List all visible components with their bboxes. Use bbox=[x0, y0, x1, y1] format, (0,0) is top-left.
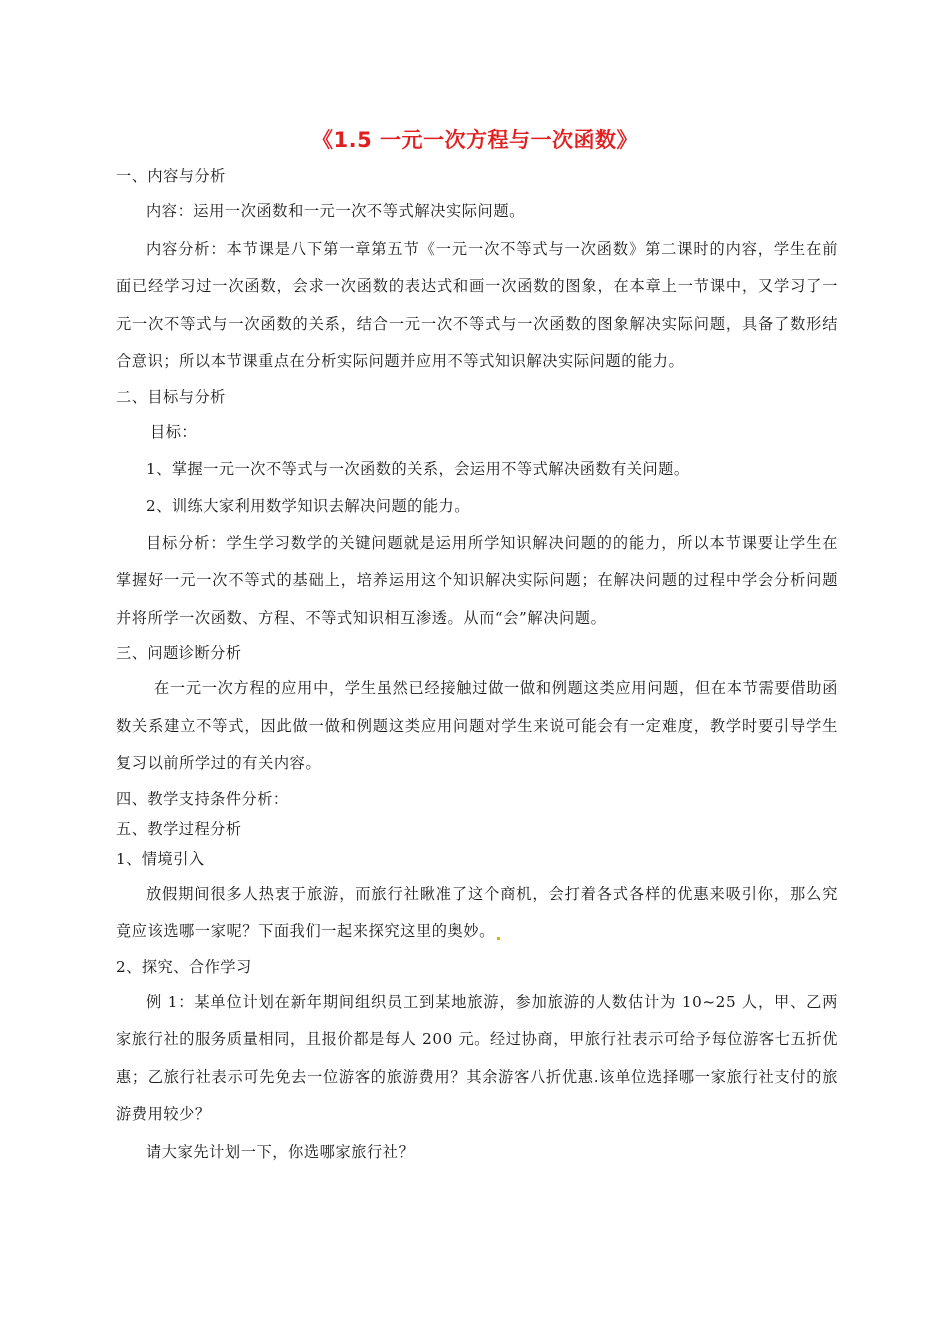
document-body bbox=[116, 160, 838, 1171]
subsection-heading-intro bbox=[116, 846, 838, 873]
content-analysis-paragraph: 内容分析：本节课是八下第一章第五节《一元一次不等式与一次函数》第二课时的内容，学生在前面已经学习过一次函数，会求一次函数的表达式和画一次函数的图象，在本章上一节课中，又学习了一元一次不等式与一次函数的关系，结合一元一次不等式与一次函数的图象解决实际问题，具备了数形结合意识；所以本节课重点在分析实际问题并应用不等式知识解决实际问题的能力。 bbox=[116, 239, 838, 370]
section-heading-content: 一、内容与分析 bbox=[116, 167, 226, 185]
diagnosis-paragraph: 在一元一次方程的应用中，学生虽然已经接触过做一做和例题这类应用问题，但在本节需要借助函数关系建立不等式，因此做一做和例题这类应用问题对学生来说可能会有一定难度，教学时要引导学生复习以前所学过的有关内容。 bbox=[116, 679, 838, 772]
section-heading-process: 五、教学过程分析 bbox=[116, 819, 242, 838]
subsection-heading-explore: 2、探究、合作学习 bbox=[116, 957, 252, 976]
section-heading-support: 四、教学支持条件分析： bbox=[116, 789, 289, 808]
example-paragraph: 例 1：某单位计划在新年期间组织员工到某地旅游，参加旅游的人数估计为 10~25 人，甲、乙两家旅行社的服务质量相同，且报价都是每人 200 元。经过协商，甲旅行社表示可给予每位游客七五折优惠；乙旅行社表示可先免去一位游客的旅游费用？其余游客八折优惠.该单位选择哪一家旅行社支付的旅游费用较少？ bbox=[116, 992, 838, 1123]
intro-text: 放假期间很多人热衷于旅游，而旅行社瞅准了这个商机，会打着各式各样的优惠来吸引你，那么究竟应该选哪一家呢？下面我们一起来探究这里的奥妙。 bbox=[116, 884, 838, 940]
goal-analysis-paragraph: 目标分析：学生学习数学的关键问题就是运用所学知识解决问题的的能力，所以本节课要让学生在掌握好一元一次不等式的基础上，培养运用这个知识解决实际问题；在解决问题的过程中学会分析问题并将所学一次函数、方程、不等式知识相互渗透。从而“会”解决问题。 bbox=[116, 533, 838, 627]
section-heading-diagnosis: 三、问题诊断分析 bbox=[116, 644, 242, 662]
question-paragraph: 请大家先计划一下，你选哪家旅行社？ bbox=[146, 1142, 415, 1161]
content-paragraph: 内容：运用一次函数和一元一次不等式解决实际问题。 bbox=[146, 202, 525, 220]
goal-label: 目标： bbox=[150, 422, 198, 441]
goal-item-2: 2、训练大家利用数学知识去解决问题的能力。 bbox=[146, 496, 470, 515]
intro-paragraph bbox=[116, 876, 838, 951]
goal-item-1: 1、掌握一元一次不等式与一次函数的关系，会运用不等式解决函数有关问题。 bbox=[146, 459, 690, 478]
document-title: 《1.5 一元一次方程与一次函数》 bbox=[311, 128, 638, 152]
highlight-mark bbox=[497, 937, 500, 940]
section-heading-goals: 二、目标与分析 bbox=[116, 387, 226, 406]
subsection-intro-label: 1、情境引入 bbox=[116, 849, 205, 868]
